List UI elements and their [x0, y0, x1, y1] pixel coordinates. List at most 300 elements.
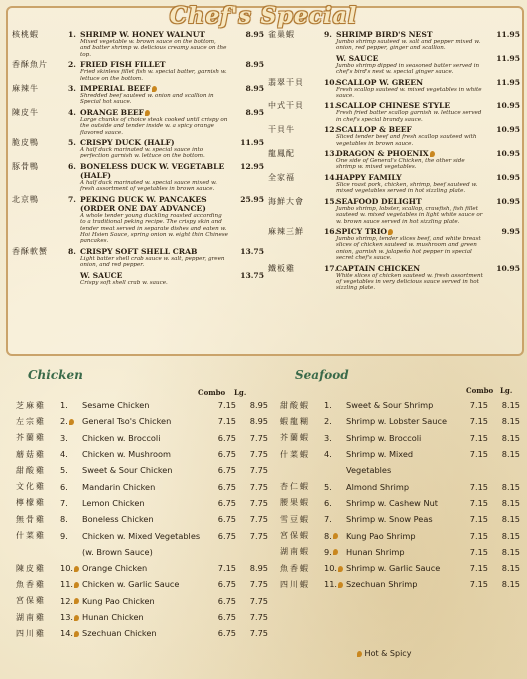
- special-item-chinese-name: 全家福: [268, 172, 295, 182]
- menu-row-chinese-name: 蘑菇雞: [16, 449, 46, 459]
- special-item-number: 4.: [68, 107, 76, 117]
- menu-row: [16, 593, 268, 609]
- special-item-description: White slices of chicken sauteed w. fresh assortment of vegetables in very delicious sauce served in hot sizzling plate.: [336, 272, 483, 292]
- special-item-name: [80, 108, 230, 117]
- special-item: [268, 125, 520, 147]
- special-item-number: 5.: [68, 138, 76, 148]
- special-item-name-text: DRAGON & PHOENIX: [336, 149, 429, 159]
- menu-row-combo-price: 7.15: [469, 579, 488, 590]
- menu-row-name: Sweet & Sour Chicken: [82, 465, 173, 476]
- menu-row-name: Sesame Chicken: [82, 400, 150, 411]
- special-item-header: [12, 138, 264, 147]
- menu-row-chinese-name: 湖南蝦: [280, 547, 310, 557]
- menu-row-large-price: 7.75: [249, 497, 268, 508]
- hot-spicy-icon: [430, 151, 435, 157]
- menu-row-combo-price: 7.15: [469, 432, 488, 443]
- menu-row-chinese-name: 四川蝦: [280, 579, 310, 589]
- menu-row-chinese-name: 雪豆蝦: [280, 514, 310, 524]
- special-item-header: [268, 101, 520, 110]
- menu-row-chinese-name: 湖南雞: [16, 612, 46, 622]
- menu-row-number: [60, 465, 82, 475]
- menu-row-combo-price: 7.15: [469, 514, 488, 525]
- special-item-name-text: CRISPY DUCK (HALF): [80, 138, 175, 148]
- special-item-chinese-name: 核桃蝦: [12, 30, 39, 39]
- special-item-name: [336, 78, 486, 87]
- special-item-price: 10.95: [496, 125, 520, 135]
- special-item-price: 8.95: [245, 60, 264, 70]
- menu-row: [16, 625, 268, 641]
- menu-row-number-text: 6.: [324, 497, 332, 508]
- special-item-description: Jumbo shrimp, tender slices beef, and white breast slices of chicken sauteed w. mushroom and green onion, garnish w. jalapeño hot pepper in special secret chef's sauce.: [336, 235, 481, 262]
- special-item-name-text: SHRIMP W. HONEY WALNUT: [80, 30, 205, 39]
- special-item-chinese-name: 麻辣三鮮: [268, 226, 304, 236]
- special-item-name-text: PEKING DUCK W. PANCAKES (ORDER ONE DAY ADVANCE): [80, 194, 207, 213]
- special-item-description: Jumbo shrimp, lobster, scallop, crawfish, fish fillet sauteed w. mixed vegetables in light white sauce or w. brown sauce served in hot sizzling plate.: [336, 205, 483, 225]
- chicken-list: [16, 397, 268, 641]
- seafood-lg-header: Lg.: [500, 386, 513, 395]
- menu-row-number-text: 7.: [60, 497, 68, 508]
- special-item-description: Slice roast pork, chicken, shrimp, beef sauteed w. mixed vegetables served in hot sizzling plate.: [336, 181, 478, 195]
- menu-row: [16, 527, 268, 543]
- menu-row-name: Vegetables: [346, 465, 392, 476]
- menu-row-combo-price: 6.75: [217, 579, 236, 590]
- menu-row-name: Chicken w. Mixed Vegetables: [82, 530, 201, 541]
- special-item-header: [12, 60, 264, 69]
- menu-row-name: Shrimp w. Lobster Sauce: [346, 416, 447, 427]
- menu-row-large-price: 8.15: [501, 416, 520, 427]
- special-item-description: Light batter shell crab sauce w. salt, pepper, green onion, and red pepper.: [80, 255, 225, 269]
- menu-row-number: [324, 498, 346, 508]
- special-item-description: Fresh scallop sauteed w. mixed vegetables in white sauce.: [336, 86, 482, 100]
- special-item-description: One side of General's Chicken, the other side shrimp w. mixed vegetables.: [336, 158, 465, 171]
- menu-row-large-price: 7.75: [249, 530, 268, 541]
- menu-row-combo-price: 7.15: [469, 563, 488, 574]
- special-item-header: [268, 264, 520, 273]
- menu-row-combo-price: 7.15: [469, 481, 488, 492]
- special-item-name: [80, 162, 230, 180]
- special-item-header: [268, 149, 520, 158]
- menu-row-chinese-name: 腰果蝦: [280, 498, 310, 508]
- special-item-header: [268, 173, 520, 182]
- special-item-number: 6.: [68, 161, 76, 171]
- menu-row-large-price: 7.75: [249, 465, 268, 476]
- menu-row-chinese-name: 陳皮雞: [16, 563, 46, 573]
- special-item-price: 8.95: [245, 84, 264, 94]
- menu-row-number-text: 4.: [324, 449, 332, 460]
- menu-row: [16, 462, 268, 478]
- special-item-header: [12, 271, 264, 280]
- special-item-name: [336, 30, 486, 39]
- special-item-chinese-name: 陳皮牛: [12, 107, 39, 117]
- special-item-name-text: SCALLOP & BEEF: [336, 125, 412, 135]
- special-item-number: 16.: [324, 226, 338, 236]
- menu-row-number: [324, 563, 346, 573]
- menu-row-number: [324, 400, 346, 410]
- hot-spicy-icon: [74, 566, 79, 572]
- menu-row: [280, 527, 520, 543]
- menu-row-name: Hunan Shrimp: [346, 546, 405, 557]
- menu-row-combo-price: 7.15: [469, 497, 488, 508]
- menu-row-combo-price: 7.15: [469, 400, 488, 411]
- menu-row-number-text: 11.: [324, 579, 338, 590]
- special-item-name-text: SHRIMP BIRD'S NEST: [336, 30, 433, 39]
- menu-row: [280, 446, 520, 462]
- menu-row-number-text: 3.: [60, 432, 68, 443]
- special-item-price: 8.95: [245, 30, 264, 39]
- menu-row-combo-price: 7.15: [469, 449, 488, 460]
- special-item-name: [336, 149, 486, 158]
- menu-row-number: [60, 579, 82, 589]
- special-item-header: [268, 30, 520, 39]
- special-item-price: 8.95: [245, 107, 264, 117]
- special-item: [12, 162, 264, 193]
- special-item: [12, 195, 264, 245]
- special-item-header: [12, 108, 264, 117]
- special-item-chinese-name: 麻辣牛: [12, 84, 39, 94]
- special-item-header: [12, 84, 264, 93]
- chicken-section-title: Chicken: [28, 368, 83, 382]
- special-item-chinese-name: 豚骨鴨: [12, 161, 39, 171]
- special-item-header: [268, 78, 520, 87]
- special-item-chinese-name: 雀巢蝦: [268, 30, 295, 39]
- menu-row-number-text: 10.: [60, 563, 74, 574]
- menu-row-large-price: 7.75: [249, 612, 268, 622]
- special-item-chinese-name: 脆皮鴨: [12, 138, 39, 148]
- menu-row-number-text: 3.: [324, 432, 332, 443]
- special-item-name-text: W. SAUCE: [336, 53, 379, 63]
- menu-row-combo-price: 7.15: [217, 416, 236, 427]
- menu-row-number: [60, 449, 82, 459]
- menu-row-large-price: 8.95: [249, 400, 268, 411]
- menu-row-number-text: 2.: [324, 416, 332, 427]
- special-item-name: [336, 264, 486, 273]
- menu-row: [280, 576, 520, 592]
- special-item-number: 11.: [324, 101, 338, 111]
- menu-row-name: Almond Shrimp: [346, 481, 410, 492]
- menu-row-number-text: 5.: [60, 465, 68, 476]
- menu-row-name: Mandarin Chicken: [82, 481, 156, 492]
- special-item-name-text: BONELESS DUCK W. VEGETABLE (HALF): [80, 161, 225, 180]
- menu-row-number: [60, 482, 82, 492]
- special-item-name-text: CRISPY SOFT SHELL CRAB: [80, 246, 198, 256]
- special-item-chinese-name: 翡翠干貝: [268, 77, 304, 87]
- menu-row-name: Shrimp w. Garlic Sauce: [346, 563, 441, 574]
- menu-row: [16, 495, 268, 511]
- chefs-special-left-column: [12, 30, 264, 288]
- menu-row-number: [324, 547, 346, 557]
- special-item-price: 10.95: [496, 196, 520, 206]
- hot-spicy-icon: [333, 549, 338, 555]
- menu-row: [16, 560, 268, 576]
- special-item-name: [336, 227, 486, 236]
- special-item-price: 10.95: [496, 172, 520, 182]
- special-item-name-text: SCALLOP W. GREEN: [336, 77, 424, 87]
- menu-row: [16, 576, 268, 592]
- hot-spicy-icon: [74, 615, 79, 621]
- special-item-description: Sliced tender beef and fresh scallop sauteed with vegetables in brown sauce.: [336, 134, 477, 147]
- seafood-list: [280, 397, 520, 593]
- menu-row-large-price: 7.75: [249, 579, 268, 590]
- menu-row: [16, 544, 268, 560]
- special-item-name: [80, 195, 230, 213]
- menu-row: [16, 511, 268, 527]
- menu-row-chinese-name: 四川雞: [16, 628, 46, 638]
- hot-spicy-icon: [74, 582, 79, 588]
- special-item: [268, 54, 520, 76]
- menu-row-combo-price: 7.15: [469, 546, 488, 557]
- menu-row-number: [60, 628, 82, 638]
- special-item-name: [80, 138, 230, 147]
- special-item-name: [80, 60, 230, 69]
- menu-row-chinese-name: 蝦龍糊: [280, 416, 310, 426]
- special-item-price: 12.95: [240, 161, 264, 171]
- menu-row-large-price: 8.15: [501, 497, 520, 508]
- special-item-price: 10.95: [496, 263, 520, 273]
- seafood-combo-header: Combo: [466, 386, 494, 395]
- special-item: [12, 271, 264, 286]
- special-item-name-text: SCALLOP CHINESE STYLE: [336, 101, 451, 111]
- seafood-section-title: Seafood: [295, 368, 349, 382]
- special-item-chinese-name: 北京鴨: [12, 194, 39, 204]
- hot-spicy-icon: [357, 651, 362, 657]
- hot-spicy-icon: [333, 533, 338, 539]
- menu-row-number: [324, 433, 346, 443]
- menu-row-combo-price: 6.75: [217, 432, 236, 443]
- special-item-description: Jumbo shrimp dipped in seasoned batter served in chef's bird's nest w. special ginger sauce.: [336, 62, 480, 76]
- menu-row-chinese-name: 什菜蝦: [280, 449, 310, 459]
- menu-row-number-text: 1.: [60, 400, 68, 411]
- special-item-chinese-name: 中式干貝: [268, 101, 304, 111]
- menu-row-name: Shrimp w. Cashew Nut: [346, 497, 439, 508]
- special-item-name: [336, 197, 486, 206]
- special-item-name-text: HAPPY FAMILY: [336, 172, 402, 182]
- menu-row: [280, 544, 520, 560]
- special-item-price: 11.95: [496, 77, 520, 87]
- menu-row: [280, 560, 520, 576]
- menu-row-combo-price: 6.75: [217, 612, 236, 622]
- special-item-number: 3.: [68, 84, 76, 94]
- menu-row-number: [60, 514, 82, 524]
- menu-row-number-text: 6.: [60, 481, 68, 492]
- menu-row-large-price: 7.75: [249, 432, 268, 443]
- menu-row: [16, 478, 268, 494]
- special-item-number: 10.: [324, 77, 338, 87]
- special-item-name: [336, 54, 486, 63]
- menu-row-combo-price: 6.75: [217, 530, 236, 541]
- menu-row-name: Sweet & Sour Shrimp: [346, 400, 434, 411]
- menu-row-combo-price: 6.75: [217, 497, 236, 508]
- special-item-price: 11.95: [240, 138, 264, 148]
- chefs-special-title: Chef's Special: [169, 3, 358, 29]
- menu-row: [280, 430, 520, 446]
- special-item: [12, 60, 264, 82]
- menu-row-name: Kung Pao Shrimp: [346, 530, 416, 541]
- special-item-price: 25.95: [240, 194, 264, 204]
- special-item-chinese-name: 海鮮大會: [268, 196, 304, 206]
- special-item-name: [336, 125, 486, 134]
- menu-row-number: [324, 449, 346, 459]
- menu-row-number: [324, 531, 346, 541]
- menu-row-number: [60, 433, 82, 443]
- special-item-description: Jumbo shrimp sauteed w. salt and pepper mixed w. onion, red pepper, ginger and scallion.: [336, 39, 481, 52]
- menu-row-combo-price: 6.75: [217, 465, 236, 476]
- special-item-number: 17.: [324, 263, 338, 273]
- special-item-chinese-name: 香酥軟蟹: [12, 246, 48, 256]
- special-item-description: A whole tender young duckling roasted according to a traditional peking recipe. The crispy skin and tender meat served in separate dishes and eaten w. Hoi Hsien Sauce, spring onion w. eight thin Chinese pancakes.: [80, 212, 228, 245]
- hot-spicy-icon: [338, 582, 343, 588]
- menu-row-chinese-name: 芥蘭蝦: [280, 433, 310, 443]
- menu-row-large-price: 7.75: [249, 628, 268, 639]
- hot-spicy-icon: [74, 598, 79, 604]
- special-item-header: [12, 30, 264, 39]
- menu-row-large-price: 8.95: [249, 563, 268, 574]
- menu-row-number-text: 5.: [324, 481, 332, 492]
- menu-row-number-text: 12.: [60, 595, 74, 606]
- menu-row-number: [60, 416, 82, 426]
- menu-row-number: [324, 482, 346, 492]
- menu-row-combo-price: 7.15: [217, 400, 236, 411]
- menu-row-combo-price: 7.15: [217, 563, 236, 574]
- menu-row-name: Szechuan Shrimp: [346, 579, 418, 590]
- menu-row-chinese-name: 杏仁蝦: [280, 482, 310, 492]
- menu-row-chinese-name: 檸檬雞: [16, 498, 46, 508]
- special-item-name: [80, 271, 230, 280]
- menu-row-large-price: 8.15: [501, 514, 520, 525]
- menu-row-number: [60, 498, 82, 508]
- special-item-name: [80, 84, 230, 93]
- menu-row-combo-price: 7.15: [469, 530, 488, 541]
- special-item-number: 13.: [324, 149, 338, 159]
- special-item-name: [336, 101, 486, 110]
- menu-row-number-text: 4.: [60, 449, 68, 460]
- menu-row-large-price: 8.15: [501, 530, 520, 541]
- menu-row-large-price: 8.15: [501, 579, 520, 590]
- menu-row-chinese-name: 魚香蝦: [280, 563, 310, 573]
- menu-row-combo-price: 6.75: [217, 449, 236, 460]
- special-item-name-text: SPICY TRIO: [336, 226, 387, 236]
- special-item-name: [80, 30, 230, 39]
- menu-row: [16, 609, 268, 625]
- special-item: [268, 197, 520, 225]
- menu-row-large-price: 7.75: [249, 481, 268, 492]
- special-item-price: 10.95: [496, 149, 520, 159]
- menu-row: [280, 413, 520, 429]
- hot-spicy-icon: [69, 419, 74, 425]
- menu-row-number-text: 9.: [60, 530, 68, 541]
- hot-spicy-icon: [338, 566, 343, 572]
- menu-row-large-price: 8.15: [501, 432, 520, 443]
- menu-row: [16, 430, 268, 446]
- special-item-header: [268, 54, 520, 63]
- special-item-header: [12, 162, 264, 180]
- legend-label: Hot & Spicy: [364, 649, 412, 658]
- special-item-number: 15.: [324, 196, 338, 206]
- chefs-special-right-column: [268, 30, 520, 294]
- special-item-price: 11.95: [496, 30, 520, 39]
- menu-row-chinese-name: 什菜雞: [16, 531, 46, 541]
- special-item-name-text: W. SAUCE: [80, 270, 123, 280]
- menu-row-name: Szechuan Chicken: [82, 628, 157, 639]
- special-item-number: 14.: [324, 172, 338, 182]
- menu-row: [16, 397, 268, 413]
- menu-row: [280, 397, 520, 413]
- menu-row-large-price: 7.75: [249, 514, 268, 525]
- special-item-number: 12.: [324, 125, 338, 135]
- menu-row-name: Shrimp w. Snow Peas: [346, 514, 433, 525]
- menu-row-chinese-name: 甜酸雞: [16, 465, 46, 475]
- menu-row-number-text: 9.: [324, 546, 332, 557]
- menu-row-name: Shrimp w. Mixed: [346, 449, 414, 460]
- special-item-header: [268, 125, 520, 134]
- menu-row-name: Shrimp w. Broccoli: [346, 432, 422, 443]
- menu-row: [280, 462, 520, 478]
- menu-row-large-price: 8.15: [501, 481, 520, 492]
- menu-row-number-text: 8.: [60, 514, 68, 525]
- special-item-header: [268, 227, 520, 236]
- menu-row-chinese-name: 文化雞: [16, 482, 46, 492]
- menu-row-combo-price: 6.75: [217, 481, 236, 492]
- menu-row-large-price: 8.15: [501, 546, 520, 557]
- special-item-name: [80, 247, 230, 256]
- menu-row-chinese-name: 宮保雞: [16, 596, 46, 606]
- menu-row-chinese-name: 甜酸蝦: [280, 400, 310, 410]
- special-item-header: [12, 247, 264, 256]
- hot-spicy-icon: [388, 229, 393, 235]
- menu-row-chinese-name: 左宗雞: [16, 416, 46, 426]
- menu-row-chinese-name: 無骨雞: [16, 514, 46, 524]
- menu-row-name: Lemon Chicken: [82, 497, 145, 508]
- menu-row-number-text: 8.: [324, 530, 332, 541]
- menu-row-number: [324, 514, 346, 524]
- special-item-description: Fried skinless fillet fish w. special batter, garnish w. lettuce on the bottom.: [80, 69, 227, 82]
- menu-row-number-text: 1.: [324, 400, 332, 411]
- special-item: [268, 149, 520, 171]
- special-item-description: Crispy soft shell crab w. sauce.: [80, 279, 168, 286]
- special-item: [268, 173, 520, 195]
- hot-spicy-icon: [145, 110, 150, 116]
- menu-row-large-price: 8.15: [501, 400, 520, 411]
- special-item-description: Fresh fried batter scallop garnish w. lettuce served in chef's special brandy sauce.: [336, 110, 482, 123]
- menu-row-name: General Tso's Chicken: [82, 416, 172, 427]
- menu-row-large-price: 7.75: [249, 449, 268, 460]
- chicken-lg-header: Lg.: [234, 388, 247, 397]
- special-item-price: 9.95: [501, 226, 520, 236]
- menu-row-combo-price: 7.15: [469, 416, 488, 427]
- menu-row-name: Chicken w. Mushroom: [82, 449, 171, 460]
- menu-row-large-price: 8.15: [501, 449, 520, 460]
- menu-row-large-price: 8.95: [249, 416, 268, 427]
- special-item-number: 9.: [324, 30, 332, 39]
- special-item: [12, 108, 264, 136]
- special-item-price: 13.75: [240, 270, 264, 280]
- menu-row-number-text: 2.: [60, 416, 68, 427]
- menu-row-number: [60, 596, 82, 606]
- special-item-number: 2.: [68, 60, 76, 70]
- special-item-name-text: IMPERIAL BEEF: [80, 84, 151, 94]
- special-item: [12, 84, 264, 106]
- menu-row-large-price: 8.15: [501, 563, 520, 574]
- menu-row-number-text: 7.: [324, 514, 332, 525]
- special-item-description: Shredded beef sauteed w. onion and scallion in Special hot sauce.: [80, 93, 214, 106]
- special-item-number: 8.: [68, 246, 76, 256]
- special-item-description: A half duck marinated w. special sauce into perfection garnish w. lettuce on the bottom.: [80, 147, 205, 160]
- menu-row: [280, 495, 520, 511]
- special-item-chinese-name: 香酥魚片: [12, 60, 48, 70]
- menu-row-number: [324, 416, 346, 426]
- menu-row-number: [324, 579, 346, 589]
- menu-row-number: [60, 563, 82, 573]
- menu-row: [280, 511, 520, 527]
